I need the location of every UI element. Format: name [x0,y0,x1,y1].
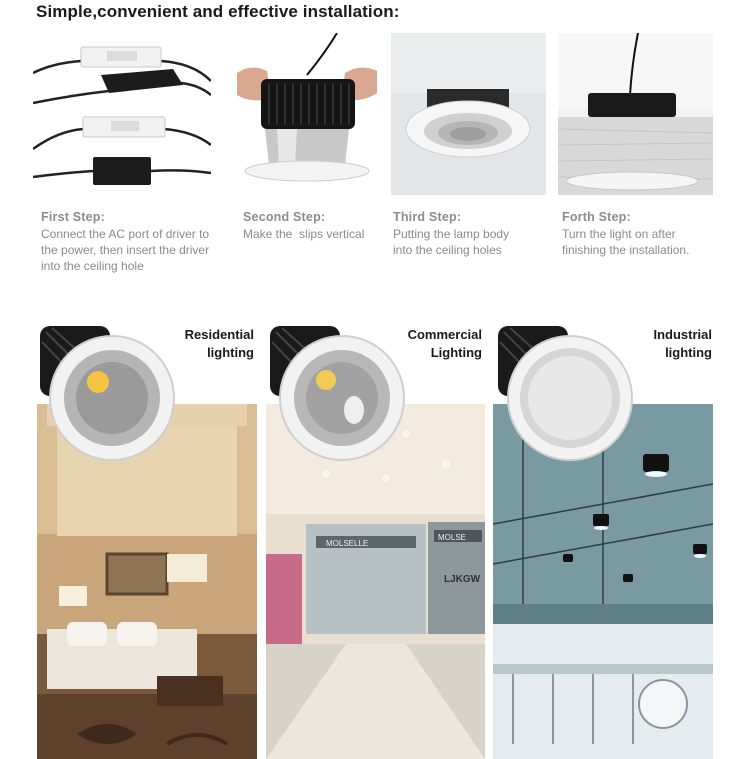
step-4 [562,210,737,258]
mall-sign-1: MOLSELLE [326,539,369,548]
mall-sign-2: MOLSE [438,533,467,542]
application-label-residential: Residential lighting [184,327,254,360]
step-description: Connect the AC port of driver to the power, then insert the driver into the ceiling hole [41,227,210,273]
step-description: Turn the light on after finishing the installation. [562,227,690,257]
step-description: Make the slips vertical [243,227,365,241]
step-2 [243,210,418,242]
step-title: Third Step: [393,210,462,224]
step-3-image [391,33,546,195]
step-title: First Step: [41,210,106,224]
downlight-industrial [490,318,640,473]
downlight-commercial [262,318,412,473]
step-title: Second Step: [243,210,326,224]
step-description: Putting the lamp body into the ceiling holes [393,227,510,257]
step-1 [41,210,216,274]
mall-sign-3: LJKGW [444,574,481,585]
step-1-image [33,33,211,195]
step-4-image [558,33,713,195]
step-3 [393,210,568,258]
application-label-industrial: Industrial lighting [653,327,712,360]
step-title: Forth Step: [562,210,631,224]
step-2-image [237,33,377,195]
page-title: Simple,convenient and effective installation: [36,2,400,21]
application-label-commercial: Commercial Lighting [407,327,482,360]
downlight-warm [32,318,182,473]
